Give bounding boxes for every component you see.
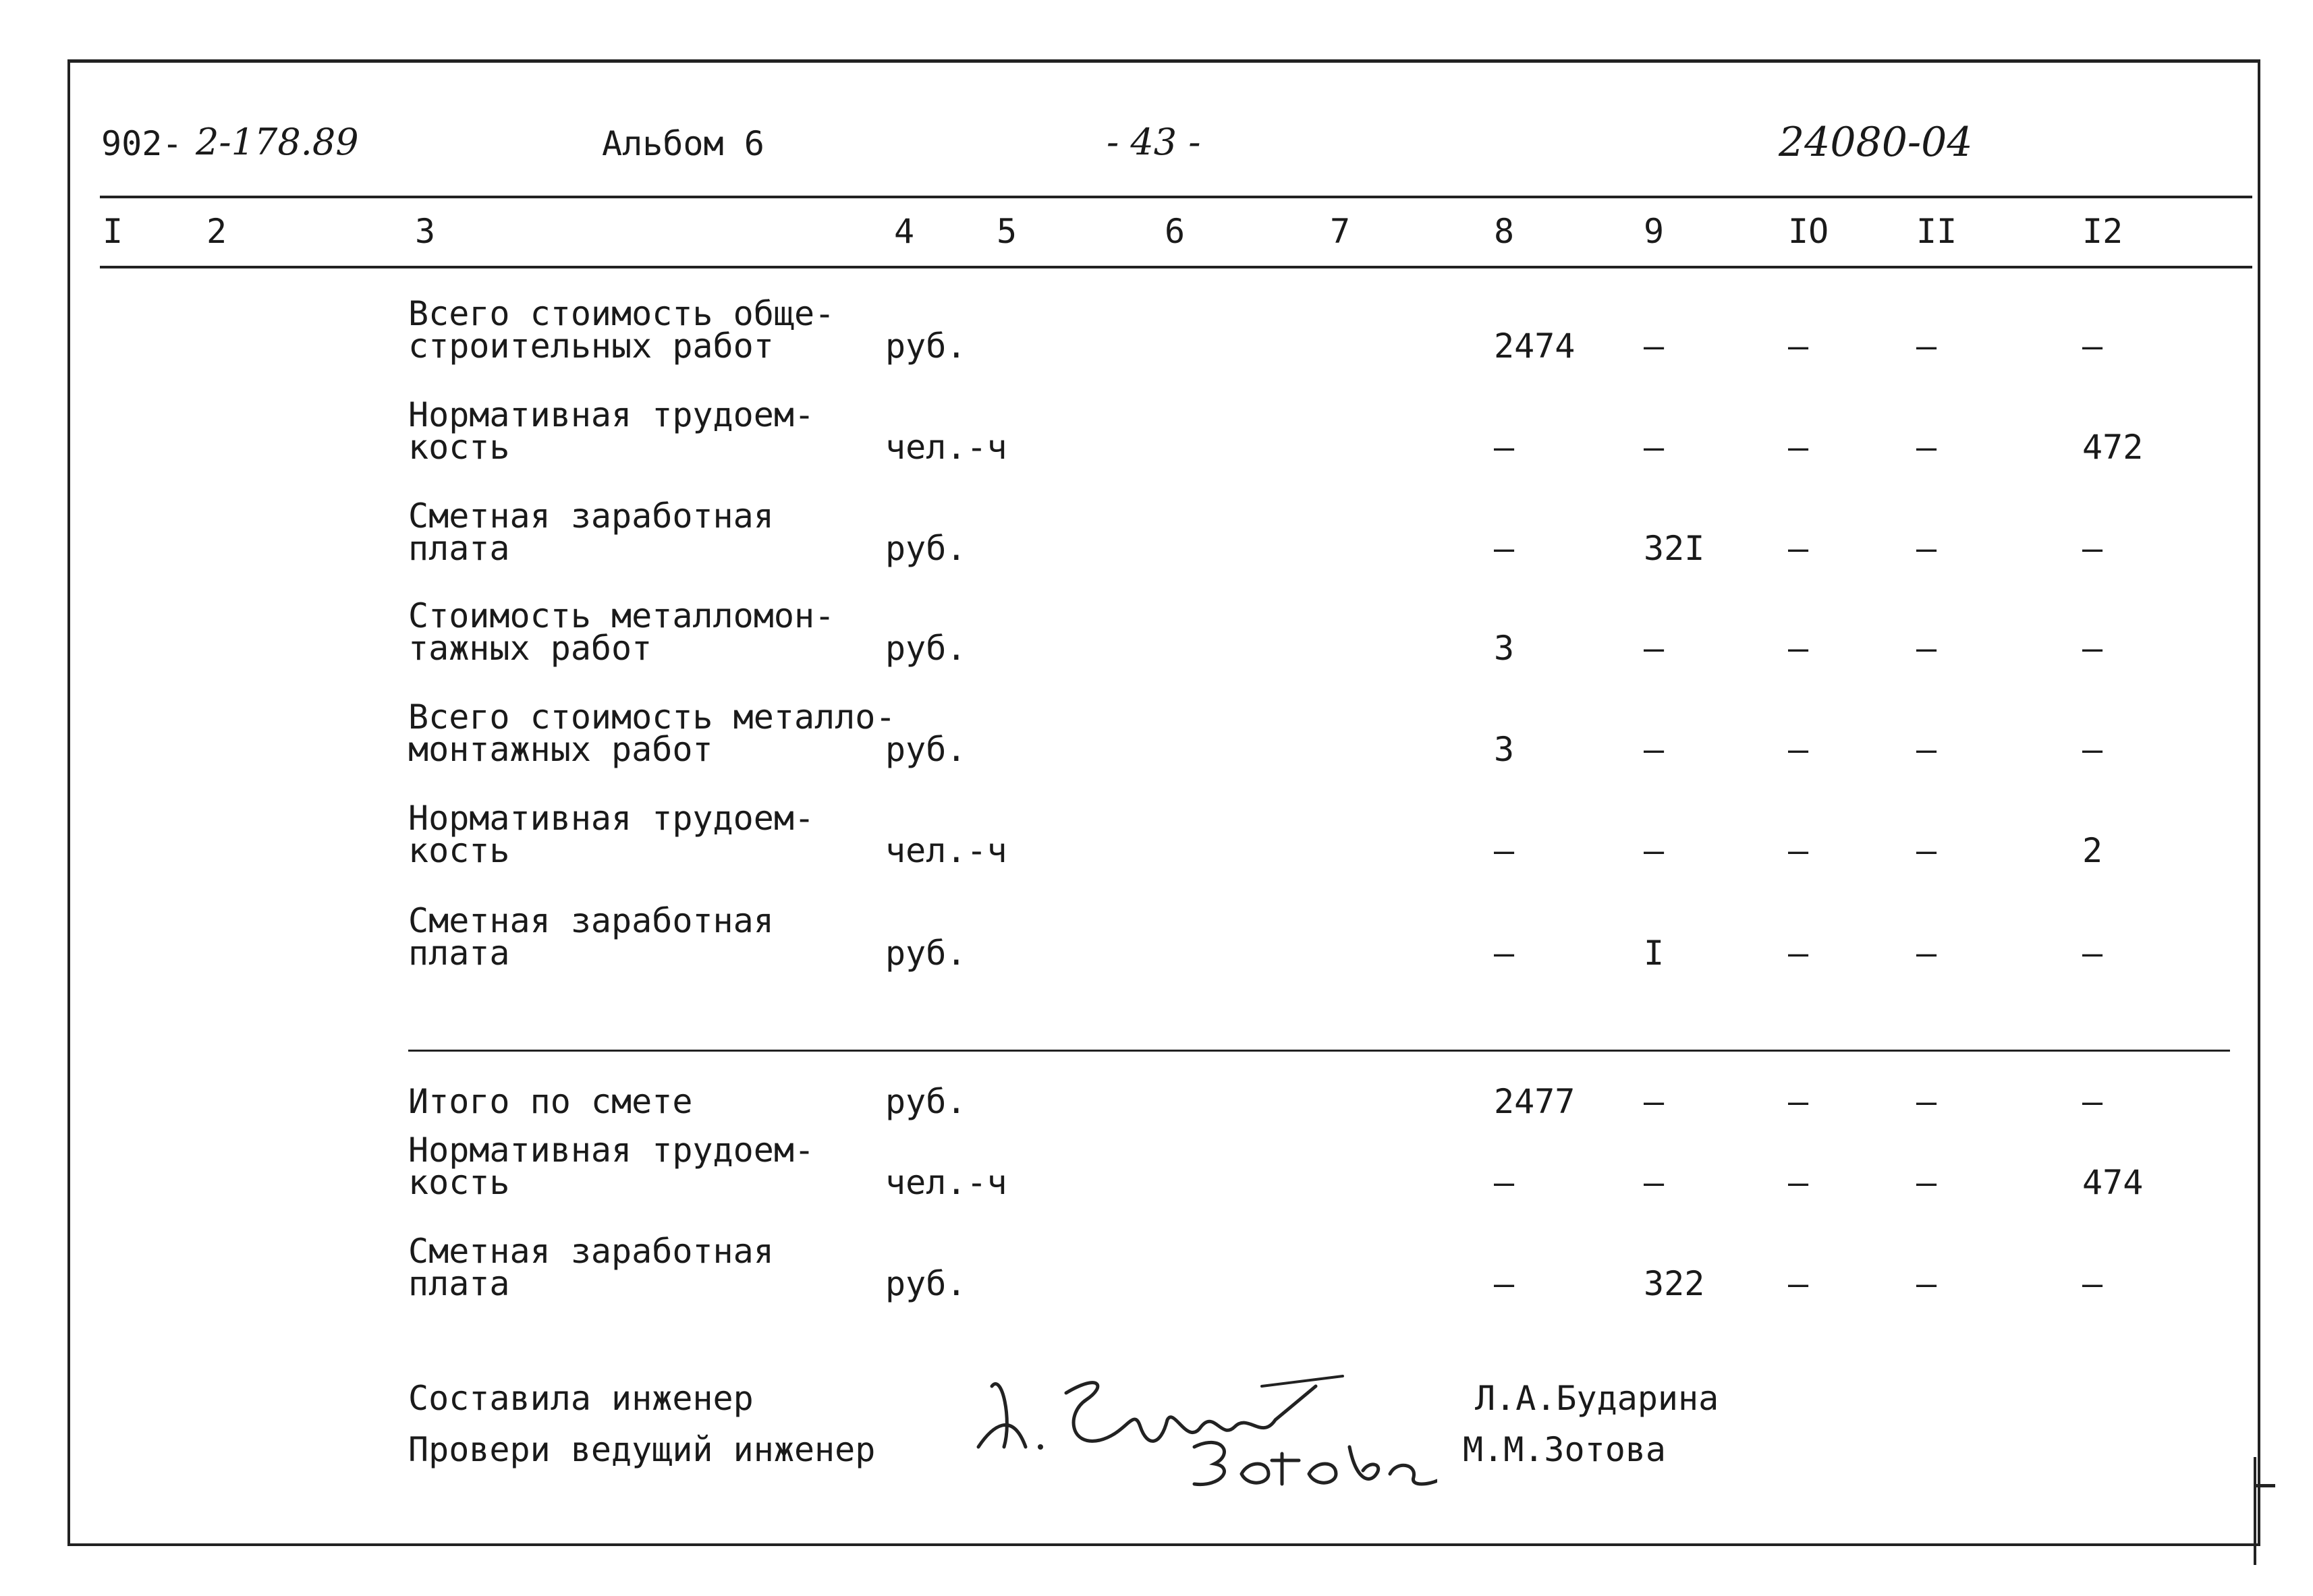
row-unit: руб. xyxy=(885,1082,967,1121)
row-value-c12: 2 xyxy=(2082,831,2103,870)
handwritten-signatures xyxy=(965,1346,1437,1494)
row-value-c10: – xyxy=(1788,1082,1809,1121)
row-description-cont: плата xyxy=(408,934,510,973)
compiled-by-name: Л.А.Бударина xyxy=(1475,1379,1719,1418)
row-value-c8: – xyxy=(1494,1264,1515,1303)
row-value-c11: – xyxy=(1916,831,1937,870)
row-value-c8: 2477 xyxy=(1494,1082,1576,1121)
row-value-c11: – xyxy=(1916,428,1937,467)
row-value-c11: – xyxy=(1916,1163,1937,1202)
row-description: Нормативная трудоем- xyxy=(408,799,815,838)
row-value-c10: – xyxy=(1788,831,1809,870)
column-number: 8 xyxy=(1494,212,1515,251)
sheet-code: 24080-04 xyxy=(1779,119,1973,166)
checked-by-label: Провери ведущий инженер xyxy=(408,1430,876,1469)
row-description: Нормативная трудоем- xyxy=(408,1131,815,1170)
album-label: Альбом 6 xyxy=(602,124,764,163)
doc-code-prefix: 902- xyxy=(101,124,183,163)
column-number: 3 xyxy=(415,212,436,251)
row-value-c8: – xyxy=(1494,831,1515,870)
column-number: 6 xyxy=(1165,212,1186,251)
row-value-c11: – xyxy=(1916,730,1937,769)
row-value-c9: 322 xyxy=(1644,1264,1705,1303)
row-value-c10: – xyxy=(1788,428,1809,467)
row-value-c10: – xyxy=(1788,934,1809,973)
row-value-c8: – xyxy=(1494,428,1515,467)
row-value-c8: – xyxy=(1494,529,1515,568)
totals-separator-rule xyxy=(408,1050,2230,1052)
row-description-cont: тажных работ xyxy=(408,629,652,668)
row-value-c10: – xyxy=(1788,326,1809,366)
row-unit: руб. xyxy=(885,529,967,568)
row-value-c8: 3 xyxy=(1494,629,1515,668)
row-unit: чел.-ч xyxy=(885,831,1007,870)
header-bottom-rule xyxy=(100,266,2252,268)
column-number: I2 xyxy=(2082,212,2123,251)
row-unit: руб. xyxy=(885,934,967,973)
column-number: 5 xyxy=(997,212,1018,251)
row-value-c9: I xyxy=(1644,934,1665,973)
row-value-c11: – xyxy=(1916,1082,1937,1121)
row-value-c10: – xyxy=(1788,529,1809,568)
row-value-c9: – xyxy=(1644,730,1665,769)
column-number: 7 xyxy=(1330,212,1351,251)
row-value-c8: 3 xyxy=(1494,730,1515,769)
row-description: Нормативная трудоем- xyxy=(408,395,815,434)
row-description-cont: монтажных работ xyxy=(408,730,713,769)
row-value-c8: – xyxy=(1494,934,1515,973)
row-description: Сметная заработная xyxy=(408,901,774,940)
row-unit: руб. xyxy=(885,730,967,769)
row-description-cont: плата xyxy=(408,529,510,568)
row-value-c11: – xyxy=(1916,529,1937,568)
row-value-c12: – xyxy=(2082,1264,2103,1303)
doc-code-number: 2-178.89 xyxy=(196,121,359,163)
row-value-c9: – xyxy=(1644,629,1665,668)
row-value-c9: – xyxy=(1644,428,1665,467)
row-value-c9: – xyxy=(1644,326,1665,366)
row-value-c9: – xyxy=(1644,1163,1665,1202)
row-value-c12: 474 xyxy=(2082,1163,2144,1202)
row-description-cont: плата xyxy=(408,1264,510,1303)
compiled-by-label: Составила инженер xyxy=(408,1379,754,1418)
column-number: II xyxy=(1916,212,1957,251)
column-number: 2 xyxy=(206,212,227,251)
row-value-c12: – xyxy=(2082,529,2103,568)
row-description: Итого по смете xyxy=(408,1082,693,1121)
row-value-c12: – xyxy=(2082,934,2103,973)
row-unit: руб. xyxy=(885,629,967,668)
frame-edge-mark xyxy=(2254,1457,2256,1565)
row-value-c10: – xyxy=(1788,629,1809,668)
row-value-c12: – xyxy=(2082,1082,2103,1121)
column-number: 4 xyxy=(894,212,915,251)
row-unit: чел.-ч xyxy=(885,1163,1007,1202)
row-description-cont: строительных работ xyxy=(408,326,774,366)
row-unit: руб. xyxy=(885,326,967,366)
column-number: I xyxy=(103,212,123,251)
row-value-c9: – xyxy=(1644,1082,1665,1121)
row-description: Всего стоимость металло- xyxy=(408,697,896,737)
row-description: Стоимость металломон- xyxy=(408,596,835,635)
row-value-c9: – xyxy=(1644,831,1665,870)
row-value-c8: – xyxy=(1494,1163,1515,1202)
row-value-c11: – xyxy=(1916,1264,1937,1303)
row-description: Всего стоимость обще- xyxy=(408,294,835,333)
row-value-c12: 472 xyxy=(2082,428,2144,467)
row-description-cont: кость xyxy=(408,428,510,467)
row-value-c11: – xyxy=(1916,934,1937,973)
row-value-c12: – xyxy=(2082,326,2103,366)
row-value-c12: – xyxy=(2082,629,2103,668)
document-frame xyxy=(67,59,2260,1546)
row-description: Сметная заработная xyxy=(408,496,774,536)
column-number: IO xyxy=(1788,212,1829,251)
row-value-c8: 2474 xyxy=(1494,326,1576,366)
column-number: 9 xyxy=(1644,212,1665,251)
row-description: Сметная заработная xyxy=(408,1232,774,1271)
row-value-c9: 32I xyxy=(1644,529,1705,568)
row-value-c10: – xyxy=(1788,730,1809,769)
page-number: - 43 - xyxy=(1107,121,1201,163)
row-unit: руб. xyxy=(885,1264,967,1303)
corner-mark xyxy=(2256,1484,2275,1487)
row-value-c10: – xyxy=(1788,1264,1809,1303)
row-value-c11: – xyxy=(1916,326,1937,366)
row-value-c11: – xyxy=(1916,629,1937,668)
checked-by-name: М.М.Зотова xyxy=(1463,1430,1667,1469)
row-description-cont: кость xyxy=(408,831,510,870)
header-top-rule xyxy=(100,196,2252,198)
row-value-c12: – xyxy=(2082,730,2103,769)
row-value-c10: – xyxy=(1788,1163,1809,1202)
row-description-cont: кость xyxy=(408,1163,510,1202)
row-unit: чел.-ч xyxy=(885,428,1007,467)
